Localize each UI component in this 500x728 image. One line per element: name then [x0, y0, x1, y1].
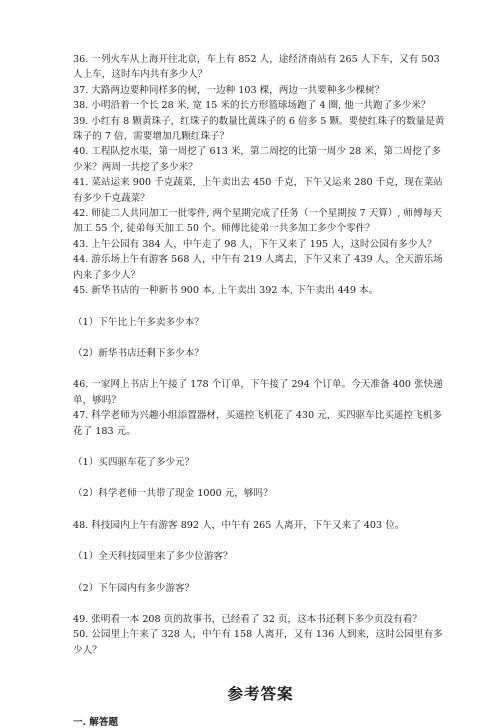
question-48-part-2: （2）下午园内有多少游客？: [73, 582, 195, 594]
question-37: 37. 大路两边要种同样多的树，一边种 103 棵，两边一共要种多少棵树？: [73, 84, 385, 96]
question-49: 49. 张明看一本 208 页的故事书，已经看了 32 页，这本书还剩下多少页没有看？: [73, 613, 422, 625]
question-43: 43. 上午公园有 384 人，中午走了 98 人，下午又来了 195 人，这时公园有多少人？: [73, 238, 437, 250]
question-46: 46. 一家网上书店上午接了 178 个订单，下午接了 294 个订单。今天准备 400 张快递单，够吗？: [73, 379, 443, 406]
question-48-part-1: （1）全天科技园里来了多少位游客？: [73, 551, 233, 563]
question-42: 42. 师徒二人共同加工一批零件, 两个星期完成了任务（一个星期按 7 天算）, 师傅每天加工 55 个, 徒弟每天加工 50 个。师傅比徒弟一共多加工多少个零件？: [73, 208, 442, 235]
answer-section-label: 一. 解答题: [73, 717, 119, 728]
question-50: 50. 公园里上午来了 328 人，中午有 158 人离开，又有 136 人到来，这时公园里有多少人？: [73, 629, 443, 656]
question-47: 47. 科学老师为兴趣小组添置器材，买遥控飞机花了 430 元，买四驱车比买遥控飞机多花了 183 元。: [73, 410, 442, 437]
question-48: 48. 科技园内上午有游客 892 人，中午有 265 人离开，下午又来了 403 位。: [73, 519, 405, 531]
answer-heading: 参考答案: [227, 684, 294, 704]
question-45-part-1: （1）下午比上午多卖多少本？: [73, 316, 204, 328]
question-45-part-2: （2）新华书店还剩下多少本？: [73, 347, 204, 359]
question-47-part-1: （1）买四驱车花了多少元？: [73, 456, 195, 468]
question-38: 38. 小明沿着一个长 28 米, 宽 15 米的长方形篮球场跑了 4 圈, 他一共跑了多少米？: [73, 100, 431, 112]
question-36: 36. 一列火车从上海开往北京，车上有 852 人，途经济南站有 265 人下车，又有 503 人上车，这时车内共有多少人？: [73, 54, 440, 81]
question-list: [73, 52, 448, 728]
question-41: 41. 菜站运来 900 千克蔬菜，上午卖出去 450 千克，下午又运来 280 千克，现在菜站有多少千克蔬菜？: [73, 177, 443, 204]
question-45: 45. 新华书店的一种新书 900 本, 上午卖出 392 本, 下午卖出 449 本。: [73, 285, 379, 297]
question-40: 40. 工程队挖水渠，第一周挖了 613 米，第二周挖的比第一周少 28 米，第二周挖了多少米？两周一共挖了多少米？: [73, 146, 442, 173]
question-47-part-2: （2）科学老师一共带了现金 1000 元，够吗？: [73, 488, 273, 500]
question-39: 39. 小红有 8 颗黄珠子，红珠子的数量比黄珠子的 6 倍多 5 颗。要使红珠子的数量是黄珠子的 7 倍，需要增加几颗红珠子？: [73, 115, 445, 143]
question-44: 44. 游乐场上午有游客 568 人，中午有 219 人离去，下午又来了 439 人，全天游乐场内来了多少人？: [73, 254, 443, 281]
